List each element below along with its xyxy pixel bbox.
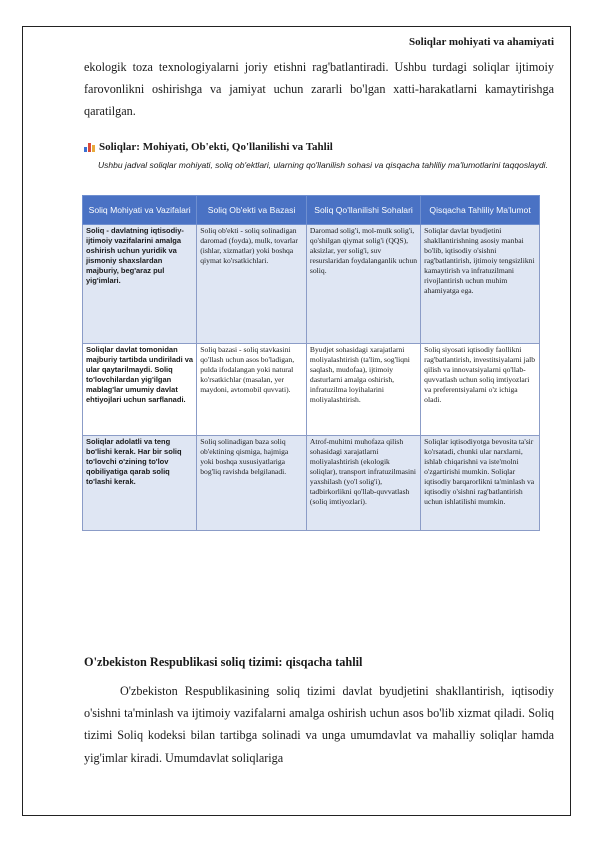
table-cell: Soliq - davlatning iqtisodiy-ijtimoiy vazifalarini amalga oshirish uchun yuridik va jismoniy shaxslardan majburiy, beg'araz pul yig'imlari. [83,225,197,344]
page-header-title: Soliqlar mohiyati va ahamiyati [409,36,554,48]
table-row [83,436,540,531]
table-cell: Soliqlar davlat byudjetini shakllantirishning asosiy manbai bo'lib, iqtisodiy o'sishni rag'batlantirish, ijtimoiy tengsizlikni kamaytirish va infratuzilmani rivojlantirish uchun muhim ahamiyatga ega. [421,225,540,344]
table-row [83,225,540,344]
column-header: Soliq Mohiyati va Vazifalari [83,196,197,225]
table-cell: Soliq bazasi - soliq stavkasini qo'llash uchun asos bo'ladigan, pulda ifodalangan yoki natural ko'rsatkichlar (masalan, yer maydoni, avtomobil quvvati). [197,344,307,436]
figure-caption: Ushbu jadval soliqlar mohiyati, soliq ob'ektlari, ularning qo'llanilish sohasi va qisqacha tahliliy ma'lumotlarini taqqoslaydi. [98,160,548,170]
intro-paragraph: ekologik toza texnologiyalarni joriy etishni rag'batlantiradi. Ushbu turdagi soliqlar ijtimoiy farovonlikni oshirishga va jamiyat uchun zararli bo'lgan xatti-harakatlarni kamaytirishga qaratilgan. [84,60,554,119]
table-cell: Soliqlar adolatli va teng bo'lishi kerak. Har bir soliq to'lovchi o'zining to'lov qobiliyatiga qarab soliq to'lashi kerak. [83,436,197,531]
table-cell: Daromad solig'i, mol-mulk solig'i, qo'shilgan qiymat solig'i (QQS), aksizlar, yer solig'i, suv resurslaridan foydalanganlik uchun soliq. [306,225,420,344]
table-cell: Soliqlar davlat tomonidan majburiy tartibda undiriladi va ular qaytarilmaydi. Soliq to'lovchilardan yig'ilgan mablag'lar umumiy davlat ehtiyojlari uchun sarflanadi. [83,344,197,436]
table-cell: Byudjet sohasidagi xarajatlarni moliyalashtirish (ta'lim, sog'liqni saqlash, mudofaa), ijtimoiy dasturlarni amalga oshirish, infratuzilma loyihalarini moliyalashtirish. [306,344,420,436]
body-paragraph: O'zbekiston Respublikasining soliq tizimi davlat byudjetini shakllantirish, iqtisodiy o'sishni ta'minlash va ijtimoiy vazifalarni amalga oshirish uchun asos bo'lib xizmat qiladi. Soliq tizimi Soliq kodeksi bilan tartibga solinadi va unga umumdavlat va mahalliy soliqlar hamda yig'imlar kiradi. Umumdavlat soliqlariga [84,684,554,765]
section-heading: O'zbekiston Respublikasi soliq tizimi: qisqacha tahlil [84,655,363,669]
table-cell: Soliq siyosati iqtisodiy faollikni rag'batlantirish, investitsiyalarni jalb qilish va innovatsiyalarni qo'llab-quvvatlash uchun soliq imtiyozlari va preferentsiyalarni o'z ichiga oladi. [421,344,540,436]
table-header-row [83,196,540,225]
column-header: Qisqacha Tahliliy Ma'lumot [421,196,540,225]
table-cell: Soliq solinadigan baza soliq ob'ektining qismiga, hajmiga yoki boshqa xususiyatlariga bog'liq ravishda belgilanadi. [197,436,307,531]
figure-title [84,141,333,153]
column-header: Soliq Ob'ekti va Bazasi [197,196,307,225]
table-cell: Atrof-muhitni muhofaza qilish sohasidagi xarajatlarni moliyalashtirish (ekologik soliqlar), transport infratuzilmasini yaxshilash (yo'l solig'i), tadbirkorlikni qo'llab-quvvatlash (soliq imtiyozlari). [306,436,420,531]
column-header: Soliq Qo'llanilishi Sohalari [306,196,420,225]
table-cell: Soliq ob'ekti - soliq solinadigan daromad (foyda), mulk, tovarlar (ishlar, xizmatlar) yoki boshqa qiymat ko'rsatkichlari. [197,225,307,344]
table-cell: Soliqlar iqtisodiyotga bevosita ta'sir ko'rsatadi, chunki ular narxlarni, ishlab chiqarishni va iste'molni o'zgartirishi mumkin. Soliqlar iqtisodiy barqarorlikni ta'minlash va iqtisodiy o'sishni rag'batlantirish uchun ishlatilishi mumkin. [421,436,540,531]
table-row [83,344,540,436]
bar-chart-icon [84,142,95,152]
figure-title-text: Soliqlar: Mohiyati, Ob'ekti, Qo'llanilishi va Tahlil [99,141,333,153]
tax-comparison-table [82,195,540,531]
